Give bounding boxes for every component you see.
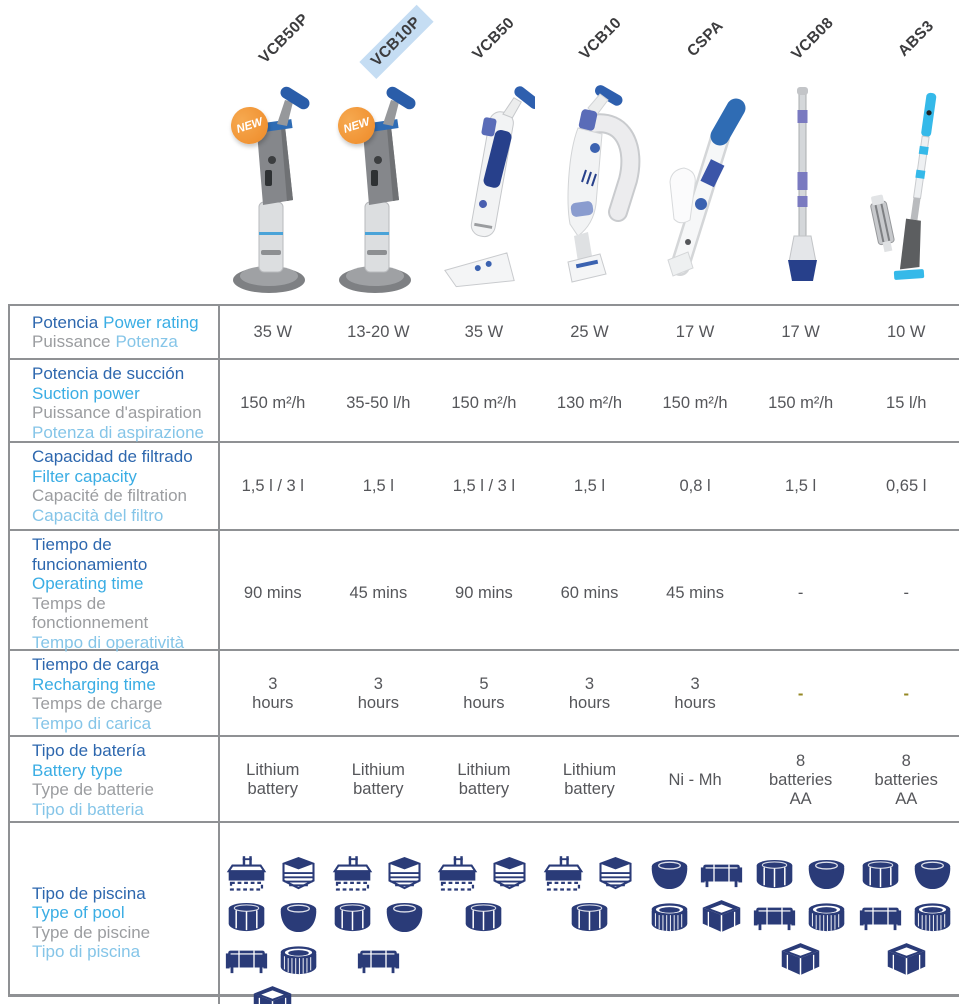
label-en: Operating time xyxy=(32,574,144,593)
pool-icon-group xyxy=(330,898,427,936)
spec-value: 1,5 l xyxy=(573,476,606,495)
label-es: Tipo de batería xyxy=(32,741,146,760)
spec-value: 13-20 W xyxy=(347,322,410,341)
spec-value: 150 m²/h xyxy=(662,393,728,412)
pool-icon-group xyxy=(541,855,638,893)
spec-cell xyxy=(326,360,432,446)
wood-pool-icon xyxy=(382,855,427,893)
row-pool xyxy=(10,821,959,997)
inflatable-pool-icon xyxy=(647,855,692,893)
spec-cell xyxy=(326,306,432,358)
spec-value: Lithium battery xyxy=(351,761,405,798)
spa-pool-icon xyxy=(699,898,744,936)
spec-value: - xyxy=(797,584,804,602)
label-en: Recharging time xyxy=(32,674,156,694)
pool-types-cell xyxy=(431,823,537,1004)
spec-value: 17 W xyxy=(675,322,715,341)
spec-cell xyxy=(431,531,537,656)
label-fr: Type de batterie xyxy=(32,780,154,799)
row-operating-label xyxy=(10,531,220,656)
rect-pool-icon xyxy=(224,941,269,979)
label-line xyxy=(32,332,212,352)
inflatable-pool-icon xyxy=(276,898,321,936)
ladder-pool-icon xyxy=(224,855,269,893)
row-operating xyxy=(10,529,959,652)
spec-cell xyxy=(642,651,748,737)
label-es: Potencia de succión xyxy=(32,364,185,383)
spec-cell xyxy=(431,443,537,529)
spec-cell xyxy=(537,651,643,737)
pool-types-cell xyxy=(853,823,959,1004)
pool-icon-group xyxy=(752,898,849,936)
row-recharge xyxy=(10,649,959,735)
spec-value: - xyxy=(903,684,909,703)
spec-value: 1,5 l xyxy=(362,476,394,495)
spec-cell xyxy=(220,737,326,823)
spec-cell xyxy=(642,531,748,656)
row-filter xyxy=(10,441,959,529)
spec-value: Lithium battery xyxy=(246,761,300,798)
label-es: Potencia xyxy=(32,312,99,332)
row-filter-label xyxy=(10,443,220,529)
spec-cell xyxy=(431,360,537,446)
spec-value: Ni - Mh xyxy=(668,770,722,789)
frame-pool-icon xyxy=(752,855,797,893)
spec-value: 60 mins xyxy=(560,584,619,602)
pool-icon-group xyxy=(250,984,295,1004)
spec-cell xyxy=(853,360,959,446)
wood-pool-icon xyxy=(487,855,532,893)
spec-value: 3 hours xyxy=(568,675,611,712)
product-label-vcb08: VCB08 xyxy=(788,14,838,64)
spec-cell xyxy=(220,443,326,529)
spa-pool-icon xyxy=(250,984,295,1004)
spec-value: 150 m²/h xyxy=(240,393,306,412)
new-badge: NEW xyxy=(226,102,273,149)
spec-cell xyxy=(537,360,643,446)
inflatable-pool-icon xyxy=(910,855,955,893)
pool-icon-group xyxy=(330,855,427,893)
wood-pool-icon xyxy=(276,855,321,893)
spec-cell xyxy=(326,531,432,656)
row-battery xyxy=(10,735,959,821)
inflatable-pool-icon xyxy=(382,898,427,936)
pool-icon-group xyxy=(858,898,955,936)
row-pool-label xyxy=(10,823,220,1004)
spec-cell xyxy=(748,737,854,823)
spa-pool-icon xyxy=(884,941,929,979)
label-it: Tipo di piscina xyxy=(32,942,141,961)
label-fr: Type de piscine xyxy=(32,922,151,942)
pool-types-cell xyxy=(642,823,748,1004)
spec-cell xyxy=(431,737,537,823)
new-badge: NEW xyxy=(333,102,380,149)
row-suction-label xyxy=(10,360,220,446)
row-recharge-label xyxy=(10,651,220,737)
pool-icon-group xyxy=(224,855,321,893)
steel-pool-icon xyxy=(804,898,849,936)
spec-value: Lithium battery xyxy=(457,761,511,798)
spec-value: 150 m²/h xyxy=(451,393,517,412)
spec-cell xyxy=(748,443,854,529)
steel-pool-icon xyxy=(910,898,955,936)
spec-value: 130 m²/h xyxy=(556,393,623,412)
label-it: Capacità del filtro xyxy=(32,505,164,525)
frame-pool-icon xyxy=(330,898,375,936)
spec-cell xyxy=(748,306,854,358)
spec-value: - xyxy=(797,684,804,703)
product-label-vcb10: VCB10 xyxy=(576,14,626,64)
spec-value: - xyxy=(903,584,909,602)
spec-value: 1,5 l / 3 l xyxy=(452,476,516,495)
spec-value: 90 mins xyxy=(455,584,513,602)
wood-pool-icon xyxy=(593,855,638,893)
spec-value: 0,8 l xyxy=(679,476,711,495)
spec-cell xyxy=(537,306,643,358)
spec-cell xyxy=(748,360,854,446)
label-en: Battery type xyxy=(32,760,123,780)
spec-value: 1,5 l xyxy=(785,476,817,495)
spec-value: 35 W xyxy=(253,322,293,341)
product-label-vcb50: VCB50 xyxy=(469,14,519,64)
spec-value: 0,65 l xyxy=(886,476,927,495)
spec-value: 45 mins xyxy=(349,584,408,602)
spec-value: 1,5 l / 3 l xyxy=(241,476,304,495)
label-it: Tempo di carica xyxy=(32,713,152,733)
pool-icon-group xyxy=(224,898,321,936)
row-battery-label xyxy=(10,737,220,823)
pool-icon-group xyxy=(752,855,849,893)
label-line xyxy=(32,313,212,333)
spec-cell xyxy=(642,306,748,358)
spec-value: 35 W xyxy=(464,322,504,341)
pool-icon-group xyxy=(567,898,612,936)
label-fr: Temps de charge xyxy=(32,694,163,713)
row-power xyxy=(10,304,959,358)
label-it: Tipo di batteria xyxy=(32,799,144,819)
label-it: Potenza di aspirazione xyxy=(32,422,205,442)
row-power-label xyxy=(10,306,220,358)
spec-cell xyxy=(220,360,326,446)
spec-cell xyxy=(642,737,748,823)
spec-value: 17 W xyxy=(781,322,820,341)
spec-cell xyxy=(853,651,959,737)
frame-pool-icon xyxy=(858,855,903,893)
spec-value: 3 hours xyxy=(252,675,294,712)
label-es: Capacidad de filtrado xyxy=(32,447,193,466)
spec-value: 25 W xyxy=(570,322,609,341)
spec-value: 5 hours xyxy=(463,675,505,712)
steel-pool-icon xyxy=(276,941,321,979)
product-label-vcb10p: VCB10P xyxy=(359,5,433,79)
spa-pool-icon xyxy=(778,941,823,979)
product-image-abs3 xyxy=(856,84,960,296)
frame-pool-icon xyxy=(461,898,506,936)
pool-icon-group xyxy=(647,898,744,936)
spec-value: 150 m²/h xyxy=(768,393,834,412)
spec-cell xyxy=(853,306,959,358)
spec-value: 8 batteries AA xyxy=(768,751,833,808)
product-label-vcb50p: VCB50P xyxy=(255,10,313,67)
pool-icon-group xyxy=(461,898,506,936)
rect-pool-icon xyxy=(858,898,903,936)
pool-types-cell xyxy=(326,823,432,1004)
spec-cell xyxy=(748,531,854,656)
label-en: Power rating xyxy=(103,312,199,332)
spec-cell xyxy=(326,651,432,737)
pool-icon-group xyxy=(224,941,321,979)
rect-pool-icon xyxy=(699,855,744,893)
spec-value: 15 l/h xyxy=(886,393,927,412)
label-en: Suction power xyxy=(32,383,140,403)
pool-icon-group xyxy=(647,855,744,893)
product-label-cspa: CSPA xyxy=(684,17,727,61)
spec-value: 3 hours xyxy=(357,675,399,712)
label-en: Type of pool xyxy=(32,903,125,922)
pool-types-cell xyxy=(220,823,326,1004)
pool-types-cell xyxy=(537,823,643,1004)
label-fr: Capacité de filtration xyxy=(32,486,187,505)
spec-cell xyxy=(537,531,643,656)
spec-cell xyxy=(220,651,326,737)
pool-types-cell xyxy=(748,823,854,1004)
ladder-pool-icon xyxy=(435,855,480,893)
label-fr: Puissance d'aspiration xyxy=(32,403,202,422)
label-it: Tempo di operatività xyxy=(32,632,185,652)
spec-cell xyxy=(642,443,748,529)
inflatable-pool-icon xyxy=(804,855,849,893)
label-it: Potenza xyxy=(115,332,178,351)
row-suction xyxy=(10,358,959,441)
spec-value: 8 batteries AA xyxy=(874,751,938,808)
frame-pool-icon xyxy=(224,898,269,936)
rect-pool-icon xyxy=(356,941,401,979)
pool-icon-group xyxy=(884,941,929,979)
product-image-cspa xyxy=(644,84,748,296)
product-image-vcb50 xyxy=(431,84,535,296)
label-fr: Temps de fonctionnement xyxy=(32,593,149,632)
spec-value: 35-50 l/h xyxy=(346,393,411,412)
spec-cell xyxy=(748,651,854,737)
spec-cell xyxy=(220,306,326,358)
label-fr: Puissance xyxy=(32,332,111,351)
spec-value: 90 mins xyxy=(243,584,302,602)
ladder-pool-icon xyxy=(541,855,586,893)
product-image-vcb08 xyxy=(750,84,854,296)
frame-pool-icon xyxy=(567,898,612,936)
spec-value: 45 mins xyxy=(666,584,724,602)
spec-cell xyxy=(853,443,959,529)
pool-icon-group xyxy=(435,855,532,893)
spec-cell xyxy=(326,443,432,529)
spec-cell xyxy=(642,360,748,446)
pool-icon-group xyxy=(356,941,401,979)
spec-cell xyxy=(853,531,959,656)
label-es: Tiempo de funcionamiento xyxy=(32,535,148,574)
steel-pool-icon xyxy=(647,898,692,936)
label-en: Filter capacity xyxy=(32,466,137,486)
spec-cell xyxy=(537,737,643,823)
spec-cell xyxy=(220,531,326,656)
pool-icon-group xyxy=(858,855,955,893)
spec-cell xyxy=(431,306,537,358)
product-image-vcb10 xyxy=(538,84,642,296)
spec-value: 3 hours xyxy=(674,675,716,712)
spec-cell xyxy=(537,443,643,529)
spec-table xyxy=(8,304,959,997)
label-es: Tiempo de carga xyxy=(32,655,159,674)
spec-value: 10 W xyxy=(886,322,926,341)
spec-value: Lithium battery xyxy=(562,761,617,798)
label-es: Tipo de piscina xyxy=(32,883,146,903)
rect-pool-icon xyxy=(752,898,797,936)
spec-cell xyxy=(326,737,432,823)
spec-cell xyxy=(853,737,959,823)
product-label-abs3: ABS3 xyxy=(894,17,938,60)
spec-cell xyxy=(431,651,537,737)
pool-icon-group xyxy=(778,941,823,979)
ladder-pool-icon xyxy=(330,855,375,893)
